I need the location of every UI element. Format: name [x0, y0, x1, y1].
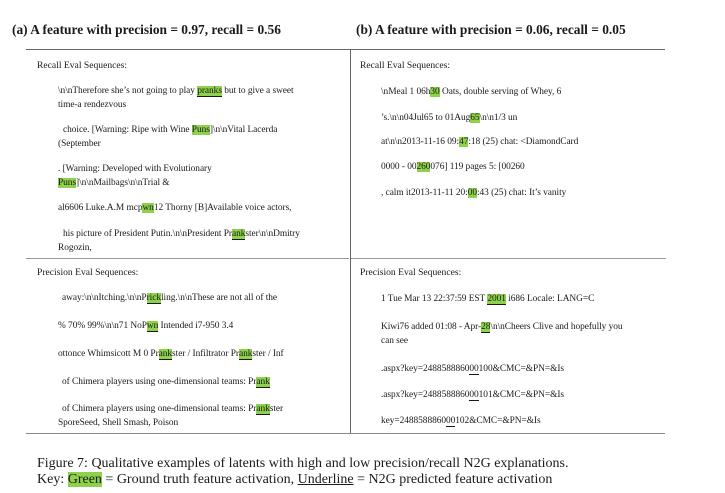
- sequence-line: [381, 111, 517, 125]
- sequence-line: [58, 416, 178, 430]
- sequence-line: [63, 123, 277, 137]
- sequence-line: [381, 334, 408, 348]
- sequence-line: [58, 201, 291, 215]
- sequence-text: ster / Inf: [252, 349, 284, 359]
- panel-a-recall-label: Recall Eval Sequences:: [37, 60, 128, 71]
- sequence-line: [58, 84, 294, 98]
- panel-b-recall-label: Recall Eval Sequences:: [360, 60, 451, 71]
- table-top-rule: [26, 49, 665, 50]
- panel-a-title: (a) A feature with precision = 0.97, recall = 0.56: [12, 22, 281, 37]
- sequence-text: 100&CMC=&PN=&Is: [478, 364, 565, 374]
- sequence-text: ster / Infiltrator Pr: [172, 349, 239, 359]
- sequence-text: choice. [Warning: Ripe with Wine: [63, 125, 192, 135]
- ground-truth-predicted-token: ank: [158, 349, 173, 359]
- sequence-text: al6606 Luke.A.M mcp: [58, 203, 143, 213]
- sequence-text: away:\n\nItching.\n\nP: [62, 293, 147, 303]
- sequence-line: [58, 241, 92, 255]
- sequence-text: time-a rendezvous: [58, 100, 127, 110]
- sequence-text: ’s.\n\n04Jul65 to 01Aug: [381, 113, 471, 123]
- sequence-text: his picture of President Putin.\n\nPresident Pr: [63, 229, 232, 239]
- sequence-text: :43 (25) chat: It’s vanity: [476, 188, 567, 198]
- predicted-token: 00: [446, 416, 456, 426]
- sequence-text: , calm it2013-11-11 20:: [381, 188, 468, 198]
- sequence-text: 1 Tue Mar 13 22:37:59 EST: [381, 294, 488, 304]
- sequence-line: [381, 414, 541, 428]
- ground-truth-predicted-token: ank: [238, 349, 253, 359]
- sequence-text: ottonce Whimsicott M 0 Pr: [58, 349, 159, 359]
- sequence-text: ]\n\nMailbags\n\nTrial &: [76, 178, 170, 188]
- sequence-text: .aspx?key=2488588860: [381, 390, 470, 400]
- panel-divider: [350, 50, 351, 433]
- sequence-text: of Chimera players using one-dimensional teams: Pr: [62, 377, 257, 387]
- sequence-text: 0000 - 00: [381, 162, 417, 172]
- ground-truth-predicted-token: pranks: [197, 86, 222, 96]
- ground-truth-token: 47: [459, 137, 469, 147]
- sequence-text: i686 Locale: LANG=C: [505, 294, 595, 304]
- sequence-text: Oats, double serving of Whey, 6: [439, 87, 562, 97]
- ground-truth-predicted-token: 28: [481, 322, 491, 332]
- key-green-swatch: Green: [67, 472, 102, 487]
- caption-key: [37, 472, 552, 488]
- sequence-text: but to give a sweet: [221, 86, 294, 96]
- key-underline-desc: = N2G predicted feature activation: [353, 472, 553, 487]
- sequence-text: % 70% 99%\n\n71 NoP: [58, 321, 147, 331]
- sequence-text: Intended i7-950 3.4: [158, 321, 234, 331]
- key-prefix: Key:: [37, 472, 68, 487]
- sequence-text: 101&CMC=&PN=&Is: [478, 390, 565, 400]
- sequence-line: [62, 291, 277, 305]
- sequence-text: key=2488588860: [381, 416, 446, 426]
- sequence-line: [381, 85, 561, 99]
- sequence-text: :18 (25) chat: <DiamondCard: [468, 137, 579, 147]
- ground-truth-predicted-token: ank: [232, 229, 246, 239]
- sequence-text: .aspx?key=2488588860: [381, 364, 470, 374]
- key-green-desc: = Ground truth feature activation,: [101, 472, 298, 487]
- sequence-line: [58, 176, 170, 190]
- ground-truth-token: Puns: [191, 125, 210, 135]
- ground-truth-token: wn: [142, 203, 154, 213]
- sequence-text: Kiwi76 added 01:08 - Apr-: [381, 322, 482, 332]
- panel-a-precision-label: Precision Eval Sequences:: [37, 267, 139, 278]
- sequence-text: ster: [269, 404, 284, 414]
- ground-truth-token: 260: [416, 162, 431, 172]
- sequence-text: (September: [58, 139, 101, 149]
- panel-b-precision-label: Precision Eval Sequences:: [360, 267, 462, 278]
- sequence-line: [58, 162, 212, 176]
- sequence-text: \n\nCheers Clive and hopefully you: [490, 322, 623, 332]
- sequence-text: 12 Thorny [B]Available voice actors,: [153, 203, 292, 213]
- key-underline-sample: Underline: [297, 472, 354, 487]
- sequence-line: [381, 320, 623, 334]
- sequence-line: [58, 98, 126, 112]
- sequence-text: at\n\n2013-11-16 09:: [381, 137, 460, 147]
- sequence-text: \n\nTherefore she’s not going to play: [58, 86, 198, 96]
- ground-truth-token: Puns: [58, 178, 77, 188]
- sequence-line: [62, 375, 270, 389]
- sequence-line: [381, 135, 578, 149]
- sequence-line: [381, 186, 566, 200]
- sequence-line: [58, 137, 101, 151]
- sequence-text: 076] 119 pages 5: [00260: [430, 162, 525, 172]
- sequence-text: . [Warning: Developed with Evolutionary: [58, 164, 212, 174]
- sequence-text: can see: [381, 336, 408, 346]
- sequence-text: \n\n1/3 un: [479, 113, 518, 123]
- ground-truth-token: 30: [430, 87, 440, 97]
- ground-truth-token: 65: [470, 113, 480, 123]
- sequence-text: ]\n\nVital Lacerda: [209, 125, 278, 135]
- sequence-text: SporeSeed, Shell Smash, Poison: [58, 418, 179, 428]
- ground-truth-predicted-token: wn: [146, 321, 159, 331]
- table-bottom-rule: [26, 433, 665, 434]
- panel-a-section-divider: [26, 258, 349, 259]
- sequence-text: ster\n\nDmitry: [245, 229, 300, 239]
- ground-truth-predicted-token: 2001: [487, 294, 506, 304]
- ground-truth-predicted-token: rick: [146, 293, 161, 303]
- sequence-text: ling.\n\nThese are not all of the: [160, 293, 277, 303]
- predicted-token: 00: [469, 390, 479, 400]
- panel-b-section-divider: [351, 258, 666, 259]
- sequence-line: [381, 292, 594, 306]
- sequence-line: [381, 388, 564, 402]
- predicted-token: 00: [469, 364, 479, 374]
- sequence-line: [63, 227, 300, 241]
- sequence-text: 102&CMC=&PN=&Is: [455, 416, 541, 426]
- sequence-text: \nMeal 1 06h: [381, 87, 431, 97]
- ground-truth-token: 00: [467, 188, 477, 198]
- sequence-line: [381, 160, 525, 174]
- sequence-line: [58, 347, 284, 361]
- ground-truth-predicted-token: ank: [256, 404, 270, 414]
- sequence-text: of Chimera players using one-dimensional teams: Pr: [62, 404, 257, 414]
- ground-truth-predicted-token: ank: [256, 377, 270, 387]
- panel-b-title: (b) A feature with precision = 0.06, recall = 0.05: [356, 22, 626, 37]
- figure-caption: Figure 7: Qualitative examples of latents with high and low precision/recall N2G explanations.: [37, 456, 569, 471]
- sequence-line: [58, 319, 233, 333]
- sequence-line: [62, 402, 283, 416]
- sequence-line: [381, 362, 564, 376]
- sequence-text: Rogozin,: [58, 243, 92, 253]
